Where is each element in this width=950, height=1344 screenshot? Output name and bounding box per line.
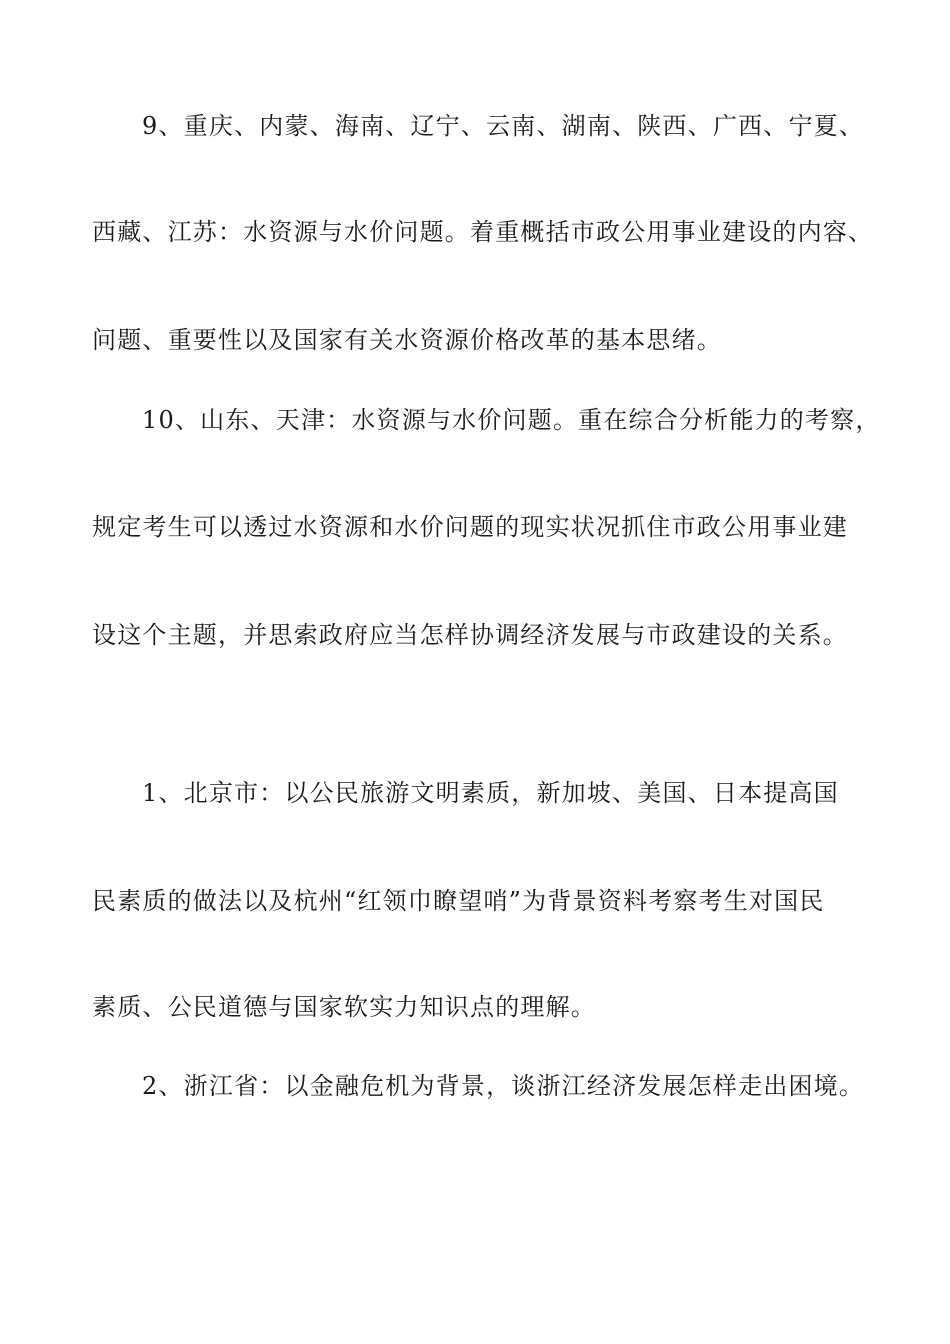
paragraph-line: 9、重庆、内蒙、海南、辽宁、云南、湖南、陕西、广西、宁夏、 xyxy=(142,112,865,140)
paragraph-line: 素质、公民道德与国家软实力知识点的理解。 xyxy=(92,993,596,1021)
paragraph-line: 1、北京市：以公民旅游文明素质，新加坡、美国、日本提高国 xyxy=(142,779,839,807)
paragraph-line: 2、浙江省：以金融危机为背景，谈浙江经济发展怎样走出困境。 xyxy=(142,1072,865,1100)
paragraph-line: 规定考生可以透过水资源和水价问题的现实状况抓住市政公用事业建 xyxy=(92,513,848,541)
paragraph-line: 西藏、江苏：水资源与水价问题。着重概括市政公用事业建设的内容、 xyxy=(92,218,874,246)
paragraph-line: 民素质的做法以及杭州“红领巾瞭望哨”为背景资料考察考生对国民 xyxy=(92,887,825,915)
paragraph-line: 10、山东、天津：水资源与水价问题。重在综合分析能力的考察， xyxy=(142,406,881,434)
paragraph-line: 问题、重要性以及国家有关水资源价格改革的基本思绪。 xyxy=(92,326,722,354)
paragraph-line: 设这个主题，并思索政府应当怎样协调经济发展与市政建设的关系。 xyxy=(92,621,848,649)
